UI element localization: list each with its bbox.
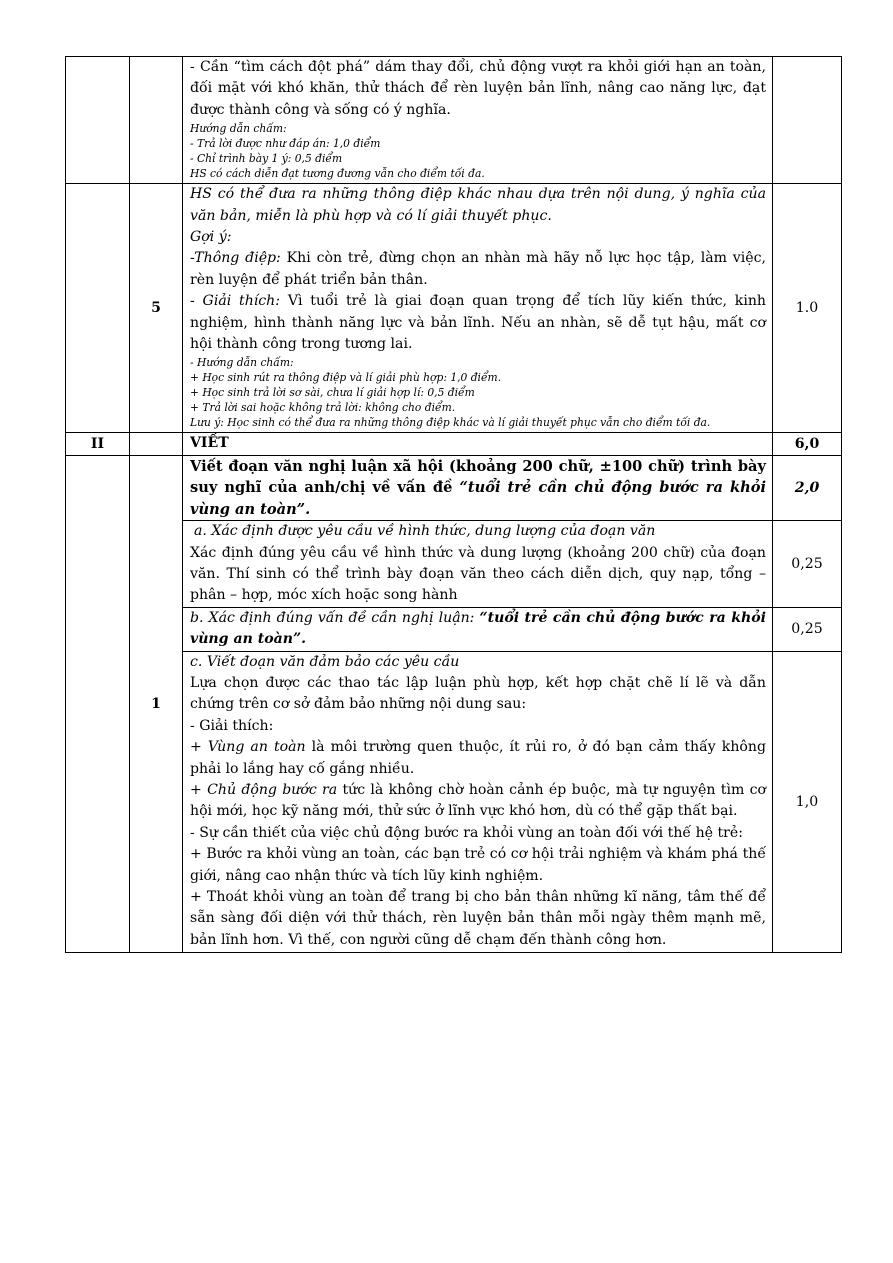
section-title-cell (183, 433, 773, 455)
criterion-c-score: 1,0 (773, 651, 842, 953)
heading-score: 2,0 (773, 455, 842, 520)
guide-line: - Chỉ trình bày 1 ý: 0,5 điểm (190, 152, 343, 166)
criterion-c-cell (183, 651, 773, 953)
answer-text: - Cần “tìm cách đột phá” dám thay đổi, chủ động vượt ra khỏi giới hạn an toàn, đối mặt với khó khăn, thử thách để rèn luyện bản lĩnh, nâng cao năng lực, đạt được thành công và sống có ý nghĩa. (190, 59, 766, 118)
answer-cell (183, 184, 773, 433)
table-row (66, 607, 842, 651)
score: 1.0 (773, 184, 842, 433)
guide-line: Lưu ý: Học sinh có thể đưa ra những thông điệp khác và lí giải thuyết phục vẫn cho điểm tối đa. (190, 416, 711, 430)
table-row (66, 651, 842, 953)
score-cell (773, 57, 842, 184)
guide-line: + Trả lời sai hoặc không trả lời: không cho điểm. (190, 401, 456, 415)
message-paragraph (190, 248, 766, 291)
guide-line: - Hướng dẫn chấm: (190, 356, 294, 370)
guide-line: Hướng dẫn chấm: (190, 122, 287, 136)
question-number: 5 (130, 184, 183, 433)
table-row (66, 433, 842, 455)
question-cell (130, 433, 183, 455)
section-cell (66, 57, 130, 184)
criterion-b-issue: “tuổi trẻ cần chủ động bước ra khỏi vùng an toàn”. (190, 609, 766, 648)
criterion-b-title: b. Xác định đúng vấn đề cần nghị luận: (190, 609, 480, 626)
section-score: 6,0 (773, 433, 842, 455)
table-row (66, 521, 842, 608)
criterion-a-text: Xác định đúng yêu cầu về hình thức và dung lượng (khoảng 200 chữ) của đoạn văn. Thí sinh có thể trình bày đoạn văn theo cách diễn dịch, quy nạp, tổng – phân – hợp, móc xích hoặc song hành (190, 544, 766, 604)
guide-line: + Học sinh trả lời sơ sài, chưa lí giải hợp lí: 0,5 điểm (190, 386, 475, 400)
guide-line: - Trả lời được như đáp án: 1,0 điểm (190, 137, 381, 151)
section-roman: II (66, 433, 130, 455)
section-cell (66, 184, 130, 433)
message-text: Khi còn trẻ, đừng chọn an nhàn mà hãy nỗ lực học tập, làm việc, rèn luyện để phát triển bản thân. (190, 250, 766, 288)
table-row (66, 184, 842, 433)
explain-point-label: Vùng an toàn (207, 739, 306, 756)
explain-heading: - Giải thích: (190, 717, 274, 734)
explain-paragraph (190, 291, 766, 355)
explain-point-text: là môi trường quen thuộc, ít rủi ro, ở đó bạn cảm thấy không phải lo lắng hay cố gắng nhiều. (190, 739, 766, 777)
explain-text: Vì tuổi trẻ là giai đoạn quan trọng để tích lũy kiến thức, kinh nghiệm, hình thành năng lực và bản lĩnh. Nếu an nhàn, sẽ dễ tụt hậu, mất cơ hội thành công trong tương lai. (190, 293, 766, 353)
explain-point: + Vùng an toàn là môi trường quen thuộc, ít rủi ro, ở đó bạn cảm thấy không phải lo lắng hay cố gắng nhiều. (190, 739, 766, 777)
message-label: -Thông điệp: (190, 250, 281, 267)
section-title: VIẾT (190, 435, 229, 452)
criterion-b-score: 0,25 (773, 607, 842, 651)
answer-cell (183, 57, 773, 184)
explain-label: - Giải thích: (190, 293, 281, 310)
explain-point-label: Chủ động bước ra (207, 781, 338, 798)
necessity-heading: - Sự cần thiết của việc chủ động bước ra khỏi vùng an toàn đối với thế hệ trẻ: (190, 824, 743, 841)
q1-topic: “tuổi trẻ cần chủ động bước ra khỏi vùng an toàn”. (190, 479, 766, 518)
question-cell (130, 57, 183, 184)
table-row (66, 57, 842, 184)
criterion-a-cell (183, 521, 773, 608)
criterion-b-cell (183, 607, 773, 651)
answer-intro: HS có thể đưa ra những thông điệp khác nhau dựa trên nội dung, ý nghĩa của văn bản, miễn là phù hợp và có lí giải thuyết phục. (190, 186, 766, 224)
explain-point-text: tức là không chờ hoàn cảnh ép buộc, mà tự nguyện tìm cơ hội mới, học kỹ năng mới, thử sức ở lĩnh vực khó hơn, dù có thể gặp thất bại. (190, 781, 766, 820)
criterion-a-title: a. Xác định được yêu cầu về hình thức, dung lượng của đoạn văn (194, 523, 656, 540)
necessity-point: + Bước ra khỏi vùng an toàn, các bạn trẻ có cơ hội trải nghiệm và khám phá thế giới, nâng cao nhận thức và tích lũy kinh nghiệm. (190, 846, 766, 884)
heading-cell (183, 455, 773, 520)
criterion-c-title: c. Viết đoạn văn đảm bảo các yêu cầu (190, 653, 460, 670)
question-number: 1 (130, 455, 183, 952)
criterion-c-intro: Lựa chọn được các thao tác lập luận phù hợp, kết hợp chặt chẽ lí lẽ và dẫn chứng trên cơ sở đảm bảo những nội dung sau: (190, 674, 766, 713)
guide-line: + Học sinh rút ra thông điệp và lí giải phù hợp: 1,0 điểm. (190, 371, 502, 385)
grading-table (65, 56, 842, 953)
table-row (66, 455, 842, 520)
hint-label: Gợi ý: (190, 229, 232, 246)
criterion-a-score: 0,25 (773, 521, 842, 608)
guide-line: HS có cách diễn đạt tương đương vẫn cho điểm tối đa. (190, 167, 485, 181)
section-cell (66, 455, 130, 952)
q1-heading: Viết đoạn văn nghị luận xã hội (khoảng 200 chữ, ±100 chữ) trình bày suy nghĩ của anh/chị về vấn đề (190, 457, 766, 497)
explain-point: + Chủ động bước ra tức là không chờ hoàn cảnh ép buộc, mà tự nguyện tìm cơ hội mới, học kỹ năng mới, thử sức ở lĩnh vực khó hơn, dù có thể gặp thất bại. (190, 781, 766, 820)
necessity-point: + Thoát khỏi vùng an toàn để trang bị cho bản thân những kĩ năng, tâm thế để sẵn sàng đối diện với thử thách, rèn luyện bản thân mỗi ngày thêm mạnh mẽ, bản lĩnh hơn. Vì thế, con người cũng dễ chạm đến thành công hơn. (190, 889, 766, 948)
